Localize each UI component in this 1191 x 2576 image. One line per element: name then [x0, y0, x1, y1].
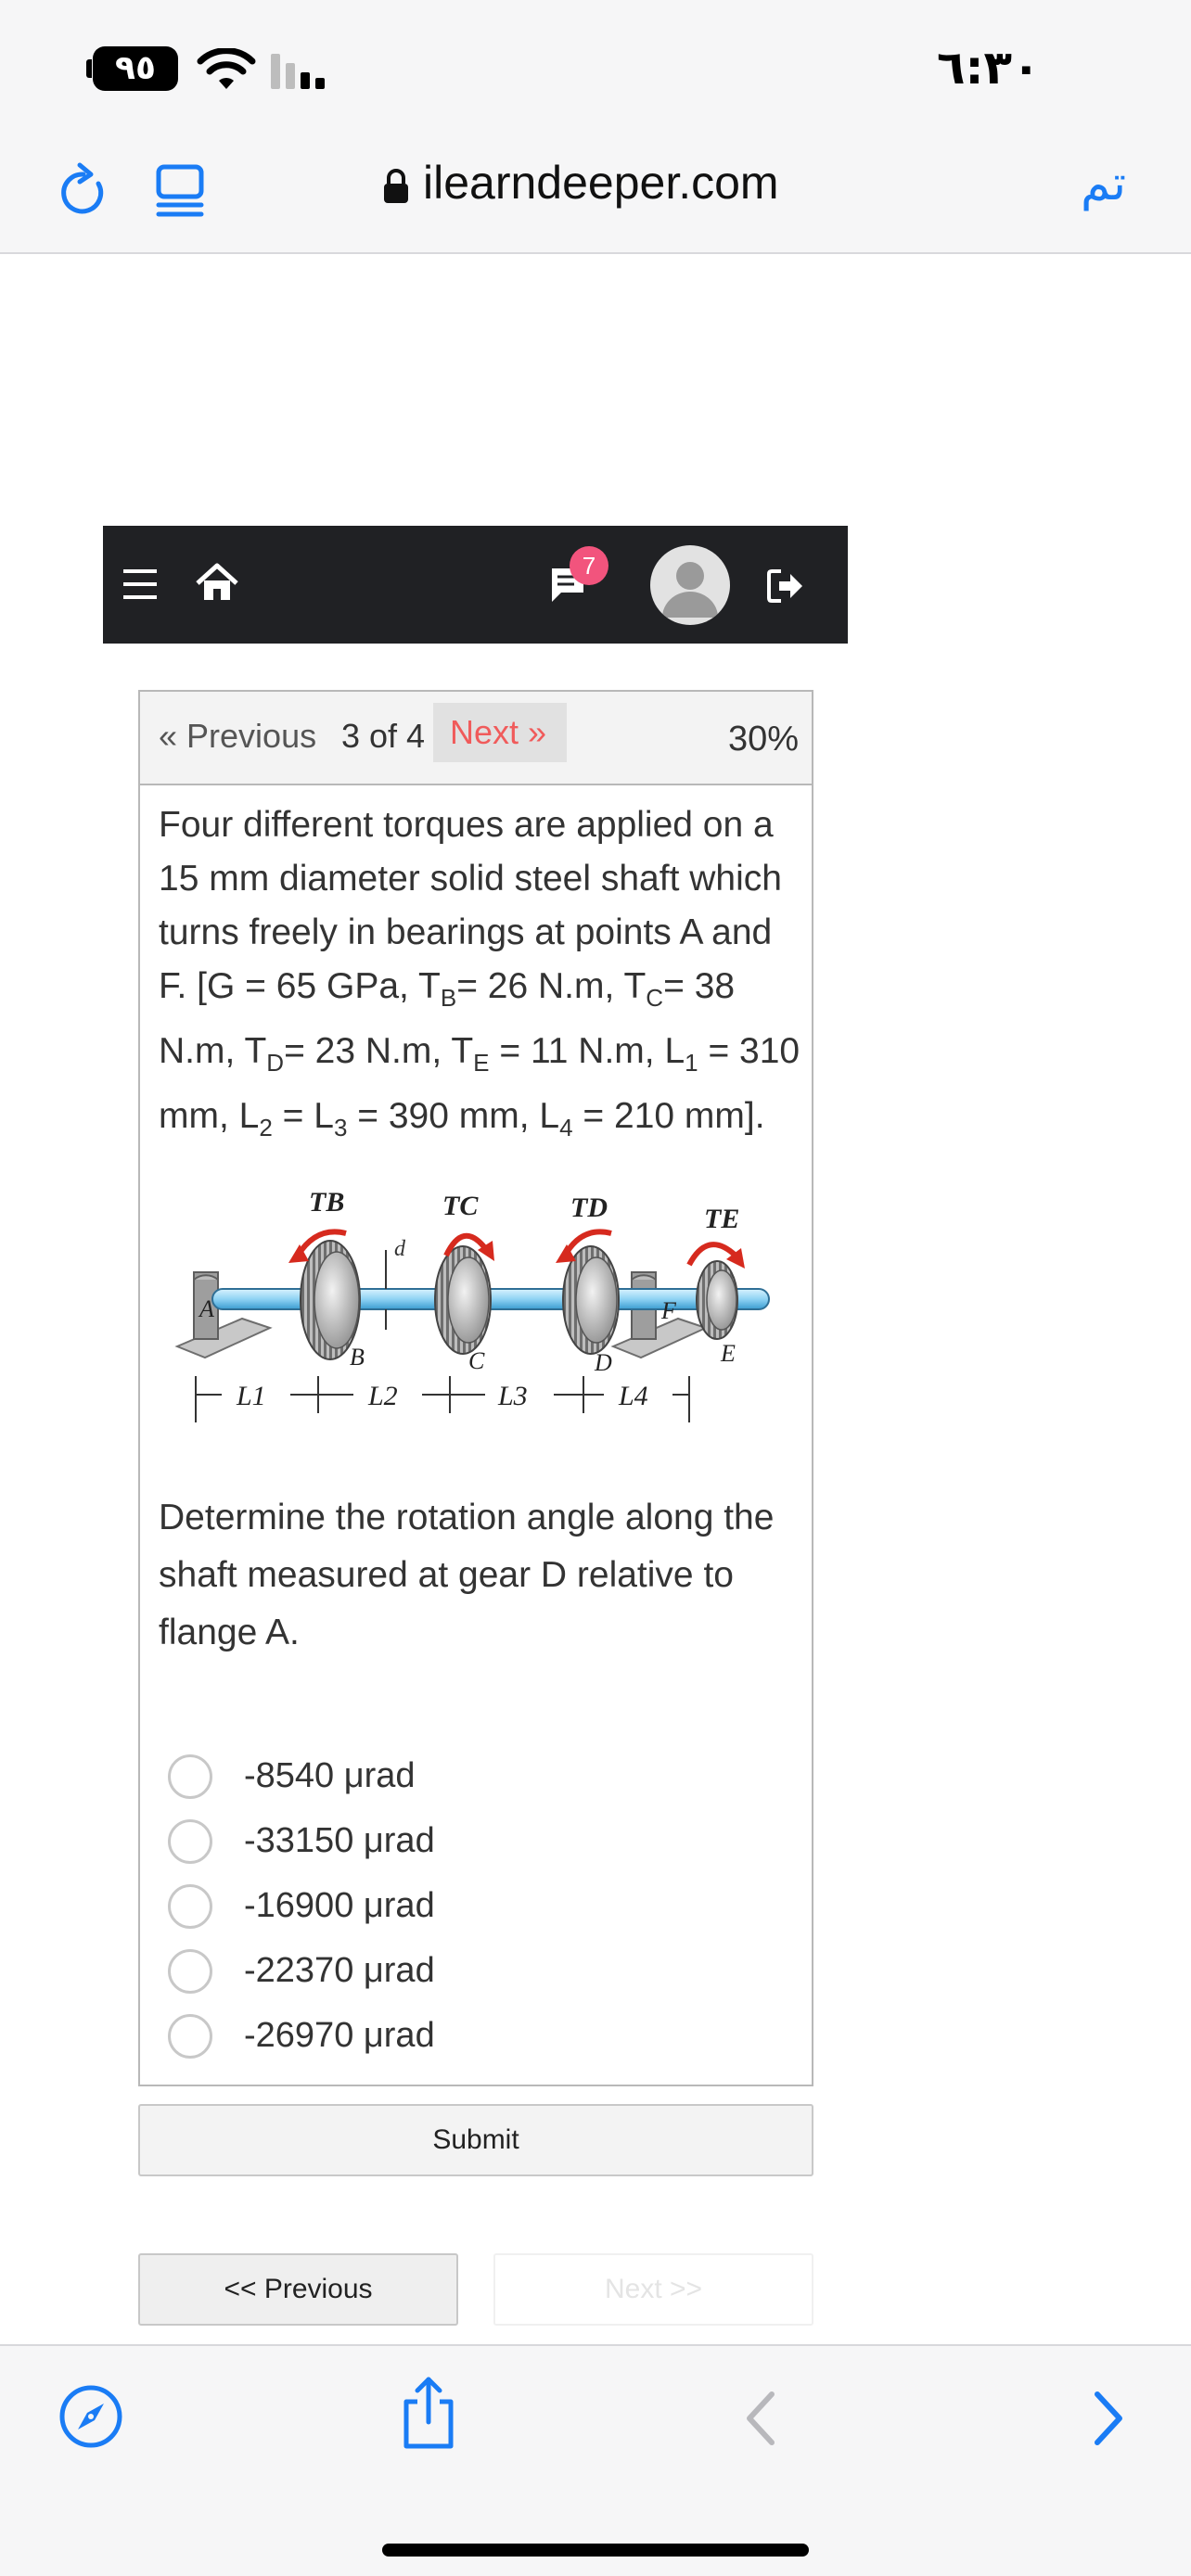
message-count-badge: 7: [570, 546, 608, 585]
length-label-1: L1: [237, 1381, 266, 1411]
answer-option[interactable]: [168, 1810, 724, 1875]
lock-icon: [382, 168, 410, 205]
torque-label-d: TD: [570, 1192, 608, 1223]
answer-label: -16900 μrad: [244, 1886, 435, 1925]
answer-options: [168, 1745, 724, 2070]
user-avatar[interactable]: [650, 545, 730, 625]
length-label-2: L2: [368, 1381, 398, 1411]
reload-icon[interactable]: [56, 161, 109, 221]
radio-button[interactable]: [168, 1884, 212, 1929]
compass-icon[interactable]: [58, 2383, 124, 2450]
radio-button[interactable]: [168, 1819, 212, 1864]
answer-label: -22370 μrad: [244, 1951, 435, 1990]
point-label-a: A: [199, 1295, 214, 1322]
user-icon: [650, 545, 730, 625]
pager-previous-link[interactable]: « Previous: [159, 717, 317, 755]
gear-c: [435, 1246, 491, 1354]
address-bar: [0, 130, 1191, 254]
length-label-3: L3: [498, 1381, 528, 1411]
shaft-diagram: [168, 1180, 780, 1458]
answer-label: -26970 μrad: [244, 2016, 435, 2055]
gear-e: [697, 1261, 737, 1339]
answer-label: -8540 μrad: [244, 1756, 416, 1795]
radio-button[interactable]: [168, 1754, 212, 1799]
question-text: Four different torques are applied on a 15 mm diameter solid steel shaft which turns freely in bearings at points A and F. [G = 65 GPa, $T_B= 26$ N.m, $T_C= 38$ N.m, $T_D= 23$ N.m, $T_E = 11$ N.m, $L_1 = 310$ mm, $L_2 = L_3 = 390$ mm, $L_4 = 210$ mm].: [159, 805, 800, 1141]
site-navbar: [103, 526, 848, 644]
next-button[interactable]: Next >>: [493, 2253, 813, 2326]
answer-option[interactable]: [168, 1875, 724, 1940]
cellular-signal-icon: [271, 52, 336, 91]
page-menu-icon[interactable]: [156, 161, 204, 221]
url-field[interactable]: [382, 156, 779, 210]
torque-label-c: TC: [442, 1191, 479, 1221]
answer-label: -33150 μrad: [244, 1821, 435, 1860]
home-icon[interactable]: [194, 561, 240, 604]
question-prompt: Determine the rotation angle along the shaft measured at gear D relative to flange A.: [159, 1498, 775, 1652]
previous-button[interactable]: << Previous: [138, 2253, 458, 2326]
wifi-icon: [197, 48, 256, 91]
answer-option[interactable]: [168, 2005, 724, 2070]
submit-button[interactable]: Submit: [138, 2104, 813, 2176]
forward-chevron-icon[interactable]: [1090, 2391, 1127, 2446]
radio-button[interactable]: [168, 2014, 212, 2059]
home-indicator[interactable]: [382, 2544, 809, 2557]
bearing-a: [177, 1272, 270, 1358]
point-label-c: C: [468, 1347, 485, 1374]
back-chevron-icon[interactable]: [742, 2391, 779, 2446]
hamburger-menu-icon[interactable]: [122, 566, 159, 603]
point-label-d: D: [595, 1349, 612, 1376]
point-label-e: E: [721, 1340, 736, 1367]
point-label-f: F: [661, 1297, 676, 1324]
quiz-card: [138, 690, 813, 2086]
share-icon[interactable]: [399, 2374, 458, 2452]
status-bar: [0, 0, 1191, 130]
answer-option[interactable]: [168, 1745, 724, 1810]
point-label-b: B: [350, 1344, 365, 1371]
pager-count: 3 of 4: [341, 717, 426, 755]
pager-next-link[interactable]: Next »: [433, 703, 567, 762]
browser-toolbar: [0, 2344, 1191, 2576]
radio-button[interactable]: [168, 1949, 212, 1994]
url-text: ilearndeeper.com: [423, 157, 779, 209]
gear-d: [563, 1246, 619, 1354]
bearing-f: [613, 1272, 706, 1358]
progress-percent: 30%: [727, 720, 799, 759]
diameter-label: d: [394, 1237, 405, 1261]
logout-icon[interactable]: [766, 567, 805, 605]
torque-label-e: TE: [704, 1204, 740, 1234]
question-pager: [140, 692, 812, 785]
torque-label-b: TB: [309, 1187, 345, 1218]
status-time: ٦:٣٠: [937, 41, 1041, 95]
done-button[interactable]: تم: [1081, 156, 1127, 211]
battery-tip: [86, 59, 92, 78]
length-label-4: L4: [619, 1381, 648, 1411]
answer-option[interactable]: [168, 1940, 724, 2005]
battery-indicator: ٩٥: [93, 46, 178, 91]
gear-b: [301, 1241, 360, 1359]
